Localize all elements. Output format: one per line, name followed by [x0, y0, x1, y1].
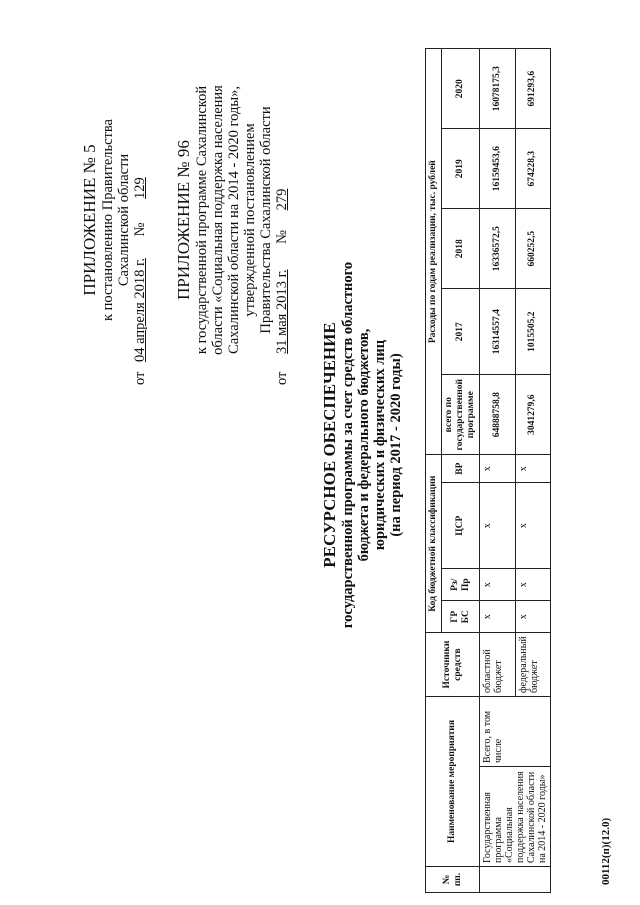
appendix-5-num: 129: [132, 177, 148, 199]
table-header-row-1: [426, 49, 442, 893]
appendix-96-date-line: [274, 55, 290, 385]
vr-cell: х: [515, 455, 551, 483]
vr-cell: х: [480, 455, 516, 483]
header-total: всего по государственной программе: [442, 375, 480, 455]
header-vr: ВР: [442, 455, 480, 483]
header-grbs: ГР БС: [442, 601, 480, 633]
value-2020-cell: 691293,6: [515, 49, 551, 129]
appendix-5-date-prefix: от: [132, 371, 148, 385]
approval-block-appendix-5: [82, 55, 148, 385]
appendix-5-date: 04 апреля 2018 г.: [132, 258, 148, 362]
appendix-96-line5: Правительства Сахалинской области: [258, 106, 274, 334]
appendix-5-line1: к постановлению Правительства: [100, 119, 116, 321]
rzpr-cell: х: [480, 569, 516, 601]
heading-line3: (на период 2017 - 2020 годы): [388, 353, 404, 537]
document-code: 00112(п)(12.0): [600, 817, 612, 885]
appendix-96-num: 279: [274, 188, 290, 211]
row-no-cell: [480, 867, 551, 893]
appendix-5-num-sign: №: [132, 222, 148, 237]
header-expenses: Расходы по годам реализации, тыс. рублей: [426, 49, 442, 455]
csr-cell: х: [480, 483, 516, 569]
header-no: № пп.: [426, 867, 480, 893]
appendix-5-title: ПРИЛОЖЕНИЕ № 5: [80, 144, 99, 296]
scope-cell: Всего, в том числе: [480, 697, 551, 767]
header-source: Источники средств: [426, 633, 480, 697]
header-name: Наименование мероприятия: [426, 697, 480, 867]
heading-main: РЕСУРСНОЕ ОБЕСПЕЧЕНИЕ: [320, 322, 339, 568]
header-2019: 2019: [442, 129, 480, 209]
source-cell: федеральный бюджет: [515, 633, 551, 697]
total-cell: 3041279,6: [515, 375, 551, 455]
appendix-96-line2: области «Социальная поддержка населения: [210, 85, 226, 355]
value-2019-cell: 674228,3: [515, 129, 551, 209]
approval-block-appendix-96: [176, 55, 290, 385]
header-2018: 2018: [442, 209, 480, 289]
header-csr: ЦСР: [442, 483, 480, 569]
appendix-5-line2: Сахалинской области: [116, 153, 132, 287]
header-budget-code: Код бюджетной классификации: [426, 455, 442, 633]
appendix-96-line1: к государственной программе Сахалинской: [194, 85, 210, 355]
header-2017: 2017: [442, 289, 480, 375]
value-2017-cell: 16314557,4: [480, 289, 516, 375]
total-cell: 64888758,8: [480, 375, 516, 455]
value-2018-cell: 660252,5: [515, 209, 551, 289]
csr-cell: х: [515, 483, 551, 569]
value-2018-cell: 16336572,5: [480, 209, 516, 289]
appendix-96-date-prefix: от: [274, 371, 290, 385]
value-2020-cell: 16078175,3: [480, 49, 516, 129]
heading-line1: государственной программы за счет средств областного бюджета и федерального бюджетов,: [340, 261, 372, 629]
resource-table: [425, 48, 551, 893]
grbs-cell: х: [480, 601, 516, 633]
appendix-96-line3: Сахалинской области на 2014 - 2020 годы»,: [226, 86, 242, 354]
appendix-96-date: 31 мая 2013 г.: [274, 269, 290, 354]
appendix-96-title: ПРИЛОЖЕНИЕ № 96: [174, 140, 193, 300]
header-2020: 2020: [442, 49, 480, 129]
appendix-96-line4: утвержденной постановлением: [242, 123, 258, 317]
program-name-cell: Государственная программа «Социальная поддержка населения Сахалинской области на 2014 - 2020 годы»: [480, 767, 551, 867]
table-row: [480, 49, 516, 893]
rzpr-cell: х: [515, 569, 551, 601]
value-2017-cell: 1015505,2: [515, 289, 551, 375]
heading-line2: юридических и физических лиц: [372, 339, 388, 551]
grbs-cell: х: [515, 601, 551, 633]
appendix-96-num-sign: №: [274, 230, 290, 244]
value-2019-cell: 16159453,6: [480, 129, 516, 209]
document-heading: [322, 235, 404, 655]
appendix-5-date-line: [132, 55, 148, 385]
source-cell: областной бюджет: [480, 633, 516, 697]
header-rzpr: Рз/ Пр: [442, 569, 480, 601]
